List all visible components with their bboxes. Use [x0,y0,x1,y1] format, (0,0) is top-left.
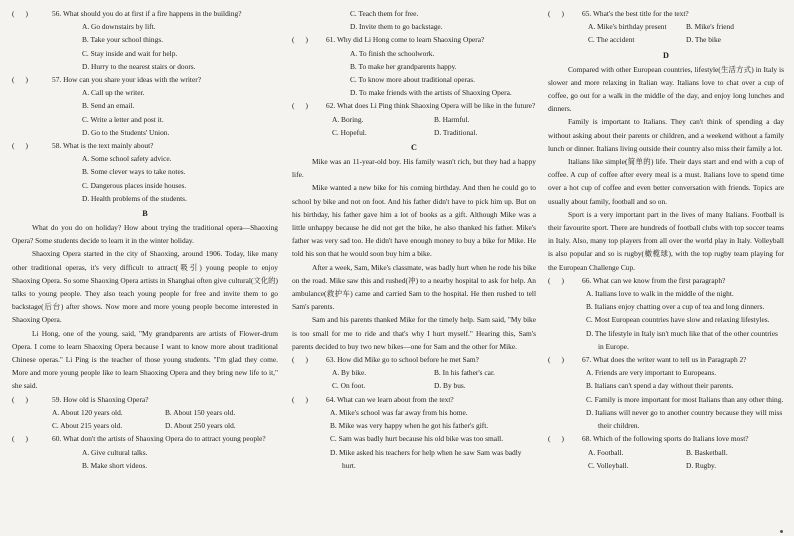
answer-blank[interactable]: ( ) [548,355,565,365]
option-b: B. Some clever ways to take notes. [82,167,186,177]
option-a: A. Football. [588,447,624,457]
passage-c-paragraph-2: Mike wanted a new bike for his coming birthday. And then he could go to school by bike and not on foot. And his father didn't have to pick him up. But on his birthday, his father gave him a lot of books as a gift. Although Mike was a little unhappy because he did not get the bike, he also thanked his father. Mike's father was very sad too. He didn't have enough money to buy a bike for Mike. He told his son that he would soon buy him a bike. [292,183,536,259]
answer-blank[interactable]: ( ) [292,35,309,45]
question-stem: 67. What does the writer want to tell us in Paragraph 2? [582,355,747,365]
question-61 [292,33,536,99]
option-b: B. Take your school things. [82,35,164,45]
option-d: D. Italians will never go to another country because they will miss their children. [586,407,783,431]
option-c: C. The accident [588,35,635,45]
answer-blank[interactable]: ( ) [12,141,29,151]
option-a: A. Mike's birthday present [588,22,667,32]
answer-blank[interactable]: ( ) [12,75,29,85]
answer-blank[interactable]: ( ) [548,434,565,444]
passage-c-paragraph-1: Mike was an 11-year-old boy. His family wasn't rich, but they had a happy life. [292,157,536,180]
option-c: C. Sam was badly hurt because his old bike was too small. [330,434,504,444]
option-d: D. Health problems of the students. [82,193,187,203]
option-d: D. By bus. [434,381,466,391]
question-68 [548,432,784,472]
option-b: B. Italians enjoy chatting over a cup of tea and long dinners. [586,302,765,312]
passage-d-paragraph-3: Italians like simple(简单的) life. Their days start and end with a cup of coffee. A cup of coffee after every meal is a must. Italians love to spend time over a hot cup of coffee and even better conversation with friends. Topics are usually about family, football and so on. [548,157,784,206]
answer-blank[interactable]: ( ) [12,434,29,444]
passage-b-paragraph-2: Shaoxing Opera started in the city of Shaoxing, around 1906. Today, like many other traditional operas, it's very difficult to attract(吸引) young people to enjoy Shaoxing Opera. So some Shaoxing Opera artists in Shanghai often give cultural(文化的) talks to young people. They also teach young people for free and invite them to go backstage(后台) after shows. Now more and more young people become interested in Shaoxing Opera. [12,249,279,325]
section-heading-d: D [663,50,669,60]
option-a: A. About 120 years old. [52,407,123,417]
column-right [548,7,784,472]
question-63 [292,353,536,393]
question-66 [548,274,784,353]
answer-blank[interactable]: ( ) [12,9,29,18]
question-58 [12,139,278,205]
question-67 [548,353,784,432]
option-b: B. Mike was very happy when he got his father's gift. [330,421,489,431]
passage-d-paragraph-1: Compared with other European countries, lifestyle(生活方式) in Italy is slower and more relaxing in Italian way. Italians love to chat over a cup of coffee, go out for a walk in the middle of the day, and enjoy long lunches and dinners. [548,64,784,114]
question-stem: 60. What don't the artists of Shaoxing Opera do to attract young people? [52,434,266,444]
column-left [12,7,278,472]
option-b: B. Make short videos. [82,460,148,470]
answer-blank[interactable]: ( ) [548,9,565,18]
option-c: C. Family is more important for most Italians than any other thing. [586,394,784,404]
option-b: B. Send an email. [82,101,135,111]
option-b: B. To make her grandparents happy. [350,61,457,71]
question-57 [12,73,278,139]
option-c: C. Write a letter and post it. [82,114,164,124]
question-stem: 59. How old is Shaoxing Opera? [52,394,149,404]
passage-d-paragraph-4: Sport is a very important part in the lives of many Italians. Football is their favourite sport. There are hundreds of football clubs with top soccer teams in Italy. Also, many top players from all over the world play in Italy. Volleyball is also popular and so is rugby(橄榄球), with the top rugby team playing for the European Challenge Cup. [548,209,784,272]
passage-c-paragraph-4: Sam and his parents thanked Mike for the timely help. Sam said, "My bike is too small for me to ride and that's why I hurt myself." Hearing this, Sam's parents decided to buy two new bikes—one for Sam and the other for Mike. [292,315,536,351]
option-b: B. Basketball. [686,447,728,457]
option-c: C. About 215 years old. [52,421,123,431]
option-a: A. Call up the writer. [82,88,145,98]
option-c: C. Most European countries have slow and relaxing lifestyles. [586,315,770,325]
option-b: B. About 150 years old. [165,407,236,417]
option-c: C. Dangerous places inside houses. [82,180,187,190]
option-d: D. About 250 years old. [165,421,236,431]
answer-blank[interactable]: ( ) [292,355,309,365]
passage-b-paragraph-1: What do you do on holiday? How about trying the traditional opera—Shaoxing Opera? Some students decide to learn it in the winter holiday. [12,223,278,246]
answer-blank[interactable]: ( ) [292,394,309,404]
option-d: D. To make friends with the artists of Shaoxing Opera. [350,88,512,98]
passage-b-paragraph-3: Li Hong, one of the young, said, "My grandparents are artists of Flower-drum Opera. I come to learn Shaoxing Opera because I want to know more about traditional Chinese operas." Li Ping is the teacher of those young students. "I'm glad they come. More and more young people like to learn Shaoxing Opera and they bring new life to it," she said. [12,328,278,391]
option-d: D. The bike [686,35,721,45]
question-stem: 66. What can we know from the first paragraph? [582,275,726,285]
option-a: A. Mike's school was far away from his home. [330,407,468,417]
option-b: B. In his father's car. [434,368,495,378]
question-65 [548,7,784,47]
question-stem: 61. Why did Li Hong come to learn Shaoxing Opera? [326,35,485,45]
page-corner-mark [780,530,783,533]
passage-d-paragraph-2: Family is important to Italians. They can't think of spending a day without asking about their parents or children, and a weekend without a family lunch or dinner. Italians living outside their country also miss their family a lot. [548,117,784,153]
question-60 [12,432,278,472]
answer-blank[interactable]: ( ) [548,275,565,285]
option-a: A. Give cultural talks. [82,447,148,457]
option-a: A. Italians love to walk in the middle of the night. [586,289,734,299]
option-c: C. Volleyball. [588,460,629,470]
option-a: A. Some school safety advice. [82,154,172,164]
option-a: A. To finish the schoolwork. [350,48,435,58]
question-stem: 62. What does Li Ping think Shaoxing Opera will be like in the future? [326,101,536,111]
section-heading-b: B [142,209,148,219]
question-stem: 56. What should you do at first if a fire happens in the building? [52,9,242,18]
passage-c-paragraph-3: After a week, Sam, Mike's classmate, was badly hurt when he rode his bike on the road. Mike saw this and rushed(冲) to a nearby hospital to ask for help. An ambulance(救护车) came and carried Sam to the hospital. He then rushed to tell Sam's parents. [292,262,536,312]
option-d: D. The lifestyle in Italy isn't much like that of the other countries in Europe. [586,328,778,351]
column-middle [292,7,536,472]
option-b: B. Mike's friend [686,22,734,32]
option-a: A. By bike. [332,368,367,378]
option-c: C. Teach them for free. [350,9,419,18]
question-64 [292,393,536,472]
option-d: D. Invite them to go backstage. [350,22,443,32]
option-c: C. On foot. [332,381,366,391]
question-stem: 63. How did Mike go to school before he met Sam? [326,355,479,365]
option-a: A. Friends are very important to Europeans. [586,368,717,378]
question-56 [12,7,278,73]
option-b: B. Harmful. [434,114,470,124]
question-stem: 68. Which of the following sports do Italians love most? [582,434,749,444]
question-stem: 64. What can we learn about from the text? [326,394,454,404]
option-a: A. Go downstairs by lift. [82,22,156,32]
option-c: C. Stay inside and wait for help. [82,48,178,58]
answer-blank[interactable]: ( ) [292,101,309,111]
option-d: D. Rugby. [686,460,717,470]
answer-blank[interactable]: ( ) [12,394,29,404]
question-62 [292,99,536,139]
option-d: D. Go to the Students' Union. [82,127,170,137]
section-heading-c: C [411,143,417,153]
option-d: D. Traditional. [434,127,478,137]
option-c: C. To know more about traditional operas. [350,75,475,85]
question-stem: 58. What is the text mainly about? [52,141,154,151]
question-stem: 57. How can you share your ideas with the writer? [52,75,201,85]
option-c: C. Hopeful. [332,127,367,137]
question-60-continued [292,7,536,33]
option-b: B. Italians can't spend a day without their parents. [586,381,734,391]
option-d: D. Mike asked his teachers for help when he saw Sam was badly hurt. [330,447,522,470]
question-59 [12,393,278,433]
option-d: D. Hurry to the nearest stairs or doors. [82,61,196,71]
question-stem: 65. What's the best title for the text? [582,9,689,18]
option-a: A. Boring. [332,114,364,124]
